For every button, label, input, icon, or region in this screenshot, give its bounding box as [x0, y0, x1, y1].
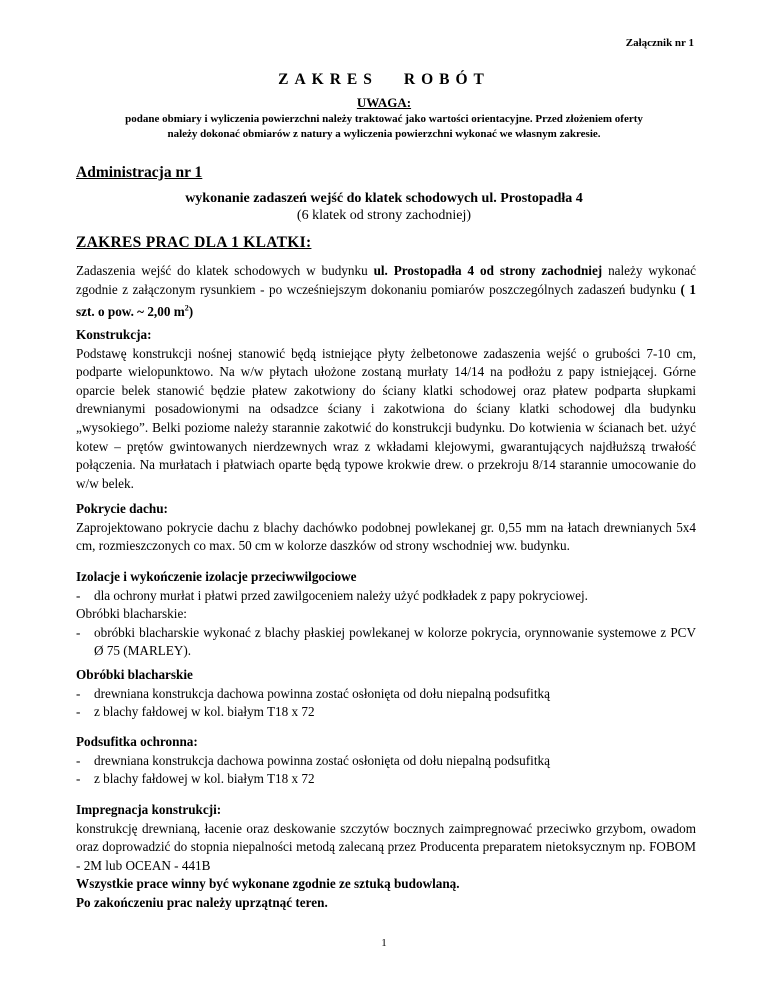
flashing-item-1-text: drewniana konstrukcja dachowa powinna zostać osłonięta od dołu niepalną podsufitką: [94, 685, 550, 701]
warning-line-1: podane obmiary i wyliczenia powierzchni należy traktować jako wartości orientacyjne. Przed złożeniem oferty: [125, 113, 643, 125]
impregnation-note-2: Po zakończeniu prac należy uprzątnąć teren.: [76, 894, 328, 910]
warning-label: UWAGA:: [356, 95, 412, 110]
intro-paragraph: [76, 262, 696, 321]
intro-text-2: należy wykonać zgodnie z załączonym rysunkiem - po wcześniejszym dokonaniu pomiarów poszczególnych zadaszeń budynku: [76, 263, 696, 297]
list-dash: -: [76, 624, 81, 640]
list-dash: -: [76, 771, 81, 787]
insulation-item-2: [76, 624, 696, 661]
flashing-item-2: [76, 703, 696, 722]
intro-address: ul. Prostopadła 4 od strony zachodniej: [373, 263, 603, 278]
warning-line-2: należy dokonać obmiarów z natury a wyliczenia powierzchni wykonać we własnym zakresie.: [167, 128, 601, 140]
impregnation-note-1: Wszystkie prace winny być wykonane zgodnie ze sztuką budowlaną.: [76, 876, 460, 892]
intro-area-text: ( 1 szt. o pow. ~ 2,00 m: [76, 281, 696, 319]
impregnation-section: [76, 801, 696, 913]
document-title: [0, 71, 768, 89]
insulation-section: [76, 568, 696, 661]
project-title-line-1: wykonanie zadaszeń wejść do klatek schodowych ul. Prostopadła 4: [185, 191, 583, 206]
warning-note: [60, 112, 708, 142]
title-word-1: ZAKRES: [278, 71, 378, 88]
list-dash: -: [76, 752, 81, 768]
soffit-item-2: [76, 770, 696, 789]
annex-label: Załącznik nr 1: [625, 37, 694, 49]
title-word-2: ROBÓT: [403, 71, 490, 88]
soffit-item-2-text: z blachy fałdowej w kol. białym T18 x 72: [94, 771, 315, 787]
insulation-heading: Izolacje i wykończenie izolacje przeciwwilgociowe: [76, 569, 357, 584]
soffit-item-1: [76, 752, 696, 771]
intro-text-1: Zadaszenia wejść do klatek schodowych w budynku: [76, 263, 374, 278]
intro-area-sup: 2: [184, 303, 189, 313]
intro-area-close: ): [188, 303, 194, 319]
flashing-section: [76, 666, 696, 722]
roof-text: Zaprojektowano pokrycie dachu z blachy dachówko podobnej powlekanej gr. 0,55 mm na łatach drewnianych 5x4 cm, rozmieszczonych co max. 50 cm w kolorze daszków od strony wschodniej ww. budynku.: [76, 519, 696, 554]
list-dash: -: [76, 704, 81, 720]
insulation-item-1-text: dla ochrony murłat i płatwi przed zawilgoceniem należy użyć podkładek z papy pokryciowej.: [94, 587, 588, 603]
soffit-heading: Podsufitka ochronna:: [76, 734, 198, 749]
construction-heading: Konstrukcja:: [76, 327, 152, 342]
insulation-item-2-text: obróbki blacharskie wykonać z blachy płaskiej powlekanej w kolorze pokrycia, orynnowanie systemowe z PCV Ø 75 (MARLEY).: [94, 624, 696, 659]
soffit-section: [76, 733, 696, 789]
flashing-item-1: [76, 685, 696, 704]
impregnation-text: konstrukcję drewnianą, łacenie oraz deskowanie szczytów bocznych zaimpregnować przeciwko grzybom, owadom oraz doprowadzić do stopnia niepalności metodą zalecaną przez Producenta preparatem nietoksycznym np. FOBOM - 2M lub OCEAN - 441B: [76, 820, 696, 873]
soffit-item-1-text: drewniana konstrukcja dachowa powinna zostać osłonięta od dołu niepalną podsufitką: [94, 752, 550, 768]
construction-section: [76, 326, 696, 493]
project-title-line-2: (6 klatek od strony zachodniej): [296, 208, 472, 223]
impregnation-heading: Impregnacja konstrukcji:: [76, 802, 222, 817]
scope-heading: ZAKRES PRAC DLA 1 KLATKI:: [76, 234, 312, 251]
list-dash: -: [76, 587, 81, 603]
flashing-item-2-text: z blachy fałdowej w kol. białym T18 x 72: [94, 704, 315, 720]
insulation-subheading: Obróbki blacharskie:: [76, 606, 187, 622]
insulation-item-1: [76, 587, 696, 606]
page-number: 1: [381, 937, 387, 949]
project-title: [0, 190, 768, 224]
administration-heading: Administracja nr 1: [76, 164, 203, 181]
roof-section: [76, 500, 696, 556]
flashing-heading: Obróbki blacharskie: [76, 667, 193, 682]
list-dash: -: [76, 685, 81, 701]
roof-heading: Pokrycie dachu:: [76, 501, 168, 516]
construction-text: Podstawę konstrukcji nośnej stanowić będą istniejące płyty żelbetonowe zadaszenia wejść o grubości 7-10 cm, podparte wielopunktowo. Na w/w płytach ułożone zostaną murłaty 14/14 na podłożu z papy istniejącej. Górne oparcie belek stanowić będzie płatew zakotwiony do ściany klatki schodowej oraz płatew podparta słupkami drewnianymi posadowionymi na odsadzce ściany i zakotwiona do ściany klatki schodowej dla budynku „wysokiego”. Belki poziome należy starannie zakotwić do konstrukcji budynku. Do kotwienia w ścianach bet. użyć kotew – prętów gwintowanych nierdzewnych wraz z wkładami klejowymi, gwarantujących najdłuższą trwałość połączenia. Na murłatach i płatwiach oparte będą typowe krokwie drew. o przekroju 8/14 starannie umocowanie do w/w belek.: [76, 345, 696, 491]
